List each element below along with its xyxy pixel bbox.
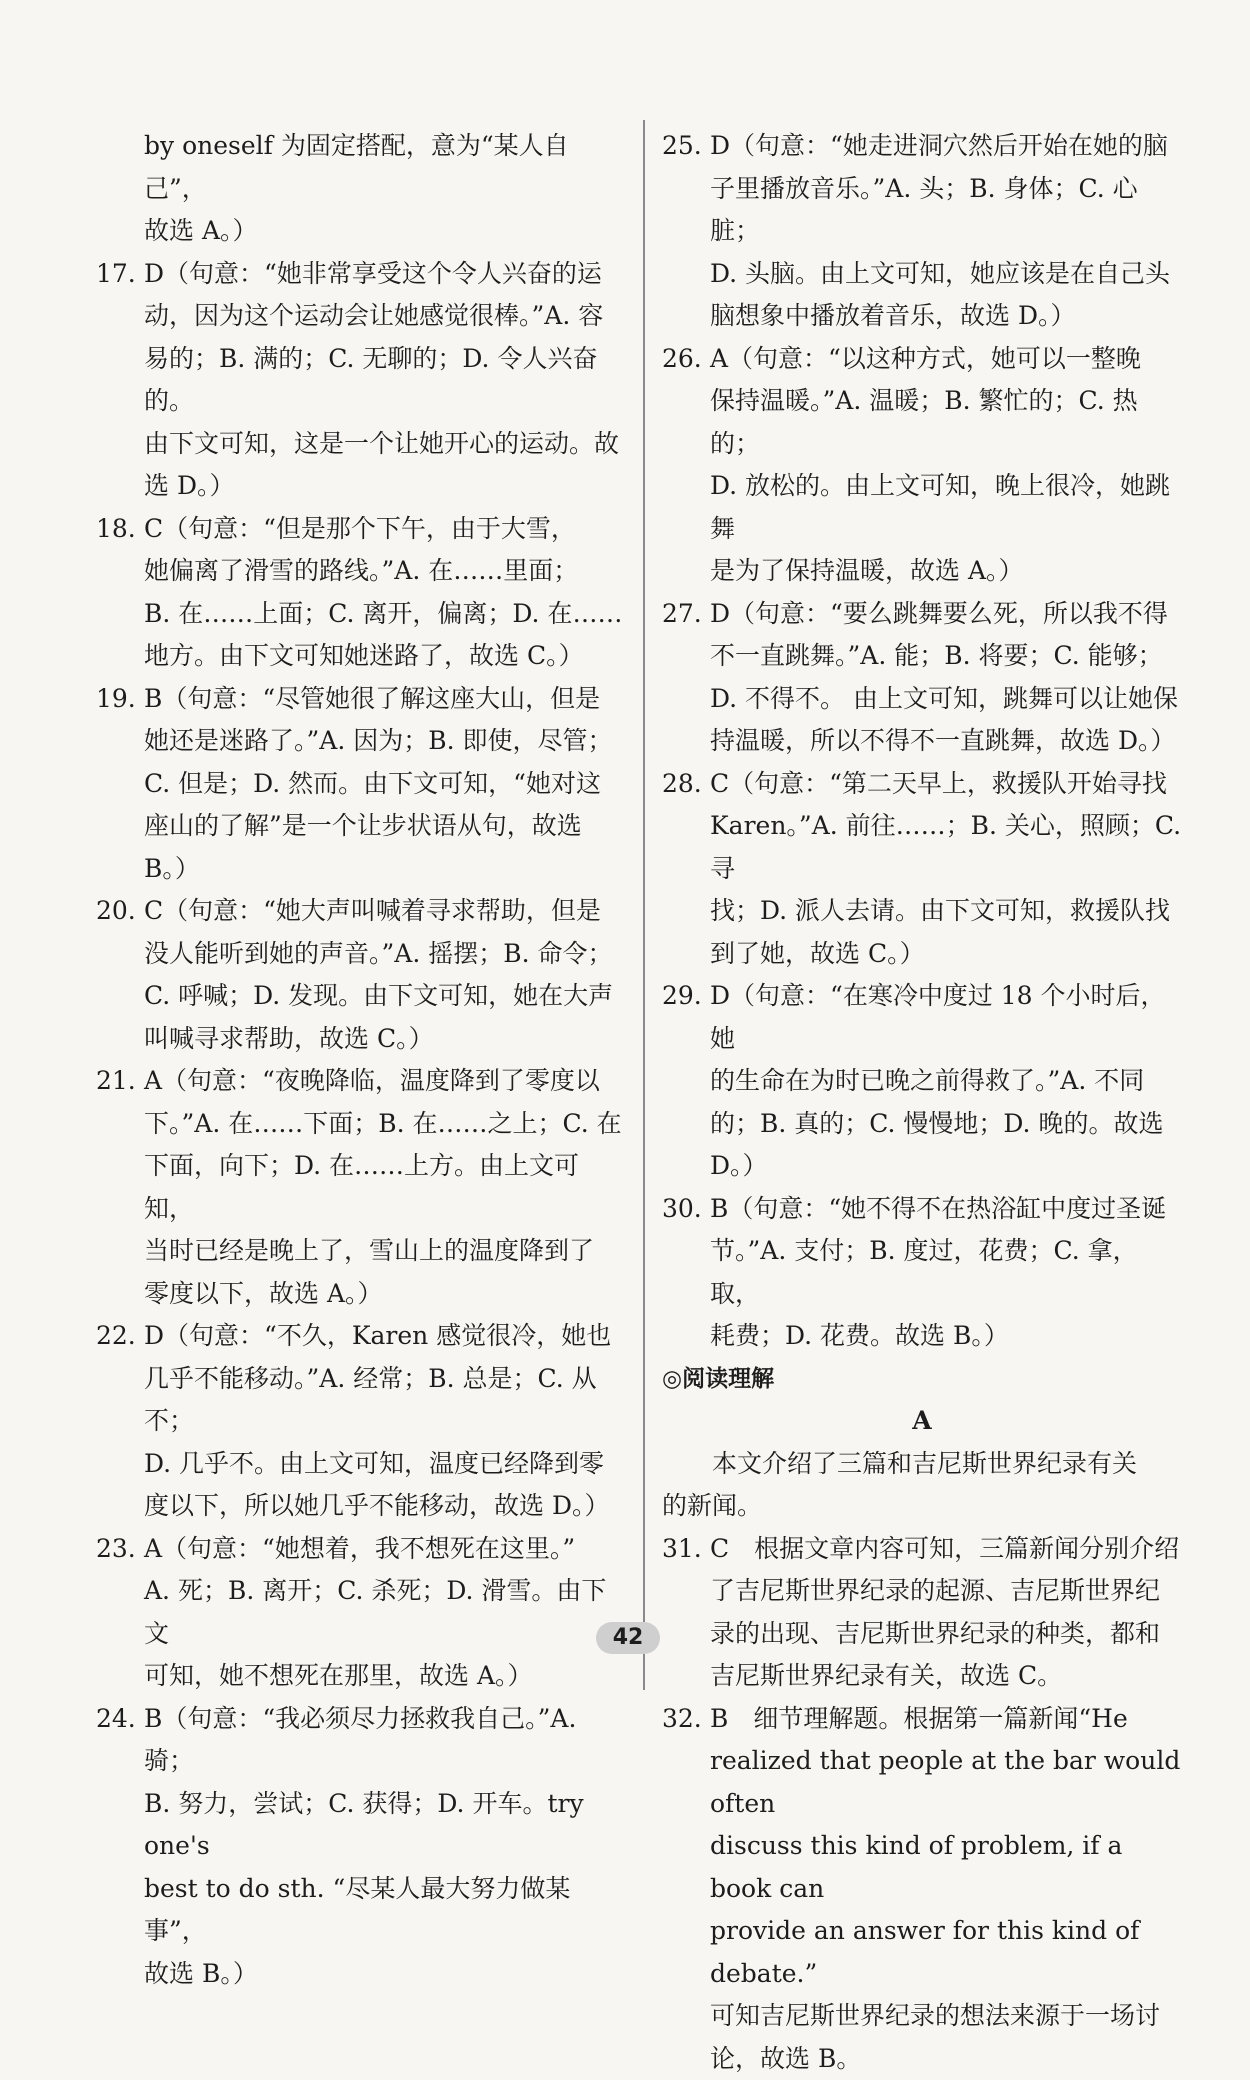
passage-intro: 本文介绍了三篇和吉尼斯世界纪录有关 bbox=[662, 1443, 1182, 1486]
answer-number: 17. bbox=[96, 253, 136, 296]
answer-text-line: 地方。由下文可知她迷路了，故选 C。） bbox=[96, 635, 626, 678]
answer-text-line: 可知吉尼斯世界纪录的想法来源于一场讨 bbox=[662, 1995, 1182, 2038]
answer-item bbox=[662, 338, 1182, 381]
column-divider bbox=[643, 120, 645, 1690]
answer-text: D（句意：“要么跳舞要么死，所以我不得 bbox=[710, 599, 1168, 628]
answer-text-line: 故选 B。） bbox=[96, 1953, 626, 1996]
answer-text: C（句意：“她大声叫喊着寻求帮助，但是 bbox=[144, 896, 601, 925]
answer-text-line: 了吉尼斯世界纪录的起源、吉尼斯世界纪 bbox=[662, 1570, 1182, 1613]
answer-text-line: 度以下，所以她几乎不能移动，故选 D。） bbox=[96, 1485, 626, 1528]
answer-text-line: D. 放松的。由上文可知，晚上很冷，她跳舞 bbox=[662, 465, 1182, 550]
answer-text-line: 动，因为这个运动会让她感觉很棒。”A. 容 bbox=[96, 295, 626, 338]
answer-text-line: A. 死；B. 离开；C. 杀死；D. 滑雪。由下文 bbox=[96, 1570, 626, 1655]
answer-text-line: C. 但是；D. 然而。由下文可知，“她对这 bbox=[96, 763, 626, 806]
answer-text-line: 没人能听到她的声音。”A. 摇摆；B. 命令； bbox=[96, 933, 626, 976]
answer-text-line: B. 在……上面；C. 离开，偏离；D. 在…… bbox=[96, 593, 626, 636]
answer-number: 28. bbox=[662, 763, 702, 806]
answer-text: C（句意：“但是那个下午，由于大雪， bbox=[144, 514, 576, 543]
answer-item bbox=[662, 1188, 1182, 1231]
answer-text: A（句意：“以这种方式，她可以一整晚 bbox=[710, 344, 1141, 373]
answer-item bbox=[96, 678, 626, 721]
answer-text-line: B。） bbox=[96, 848, 626, 891]
answer-text-line: 由下文可知，这是一个让她开心的运动。故 bbox=[96, 423, 626, 466]
answer-item bbox=[662, 763, 1182, 806]
answer-text-line: 可知，她不想死在那里，故选 A。） bbox=[96, 1655, 626, 1698]
answer-text: B（句意：“我必须尽力拯救我自己。”A. 骑； bbox=[144, 1704, 576, 1776]
answer-text-line: 的生命在为时已晚之前得救了。”A. 不同 bbox=[662, 1060, 1182, 1103]
answer-item bbox=[96, 253, 626, 296]
answer-text: B（句意：“她不得不在热浴缸中度过圣诞 bbox=[710, 1194, 1166, 1223]
answer-text-line: B. 努力，尝试；C. 获得；D. 开车。try one's bbox=[96, 1783, 626, 1868]
answer-text-line: 节。”A. 支付；B. 度过，花费；C. 拿，取， bbox=[662, 1230, 1182, 1315]
answer-number: 27. bbox=[662, 593, 702, 636]
answer-number: 21. bbox=[96, 1060, 136, 1103]
answer-number: 19. bbox=[96, 678, 136, 721]
answer-text-line: 脑想象中播放着音乐，故选 D。） bbox=[662, 295, 1182, 338]
answer-number: 20. bbox=[96, 890, 136, 933]
answer-text-line: Karen。”A. 前往……；B. 关心，照顾；C. 寻 bbox=[662, 805, 1182, 890]
answer-text-line: 易的；B. 满的；C. 无聊的；D. 令人兴奋的。 bbox=[96, 338, 626, 423]
answer-text-line: 下。”A. 在……下面；B. 在……之上；C. 在 bbox=[96, 1103, 626, 1146]
answer-text: C（句意：“第二天早上，救援队开始寻找 bbox=[710, 769, 1167, 798]
passage-letter: A bbox=[662, 1400, 1182, 1443]
answer-text-line: D. 不得不。 由上文可知，跳舞可以让她保 bbox=[662, 678, 1182, 721]
answer-text: B 细节理解题。根据第一篇新闻“He bbox=[710, 1704, 1128, 1733]
page-number: 42 bbox=[596, 1622, 660, 1654]
answer-number: 32. bbox=[662, 1698, 702, 1741]
answer-text: D（句意：“她非常享受这个令人兴奋的运 bbox=[144, 259, 602, 288]
answer-text-line: 耗费；D. 花费。故选 B。） bbox=[662, 1315, 1182, 1358]
answer-text-line: 吉尼斯世界纪录有关，故选 C。 bbox=[662, 1655, 1182, 1698]
answer-text-line: D. 几乎不。由上文可知，温度已经降到零 bbox=[96, 1443, 626, 1486]
answer-text-line: 座山的了解”是一个让步状语从句，故选 bbox=[96, 805, 626, 848]
answer-item bbox=[662, 1528, 1182, 1571]
answer-text-line: 几乎不能移动。”A. 经常；B. 总是；C. 从不； bbox=[96, 1358, 626, 1443]
answer-item bbox=[96, 890, 626, 933]
answer-text-line: 她偏离了滑雪的路线。”A. 在……里面； bbox=[96, 550, 626, 593]
answer-item bbox=[96, 508, 626, 551]
answer-item bbox=[96, 1698, 626, 1783]
answer-text-line: 子里播放音乐。”A. 头；B. 身体；C. 心脏； bbox=[662, 168, 1182, 253]
answer-number: 25. bbox=[662, 125, 702, 168]
answer-text-line: 录的出现、吉尼斯世界纪录的种类，都和 bbox=[662, 1613, 1182, 1656]
answer-text-line: 保持温暖。”A. 温暖；B. 繁忙的；C. 热的； bbox=[662, 380, 1182, 465]
answer-text: B（句意：“尽管她很了解这座大山，但是 bbox=[144, 684, 600, 713]
answer-text-line: C. 呼喊；D. 发现。由下文可知，她在大声 bbox=[96, 975, 626, 1018]
answer-number: 23. bbox=[96, 1528, 136, 1571]
answer-text-line: 选 D。） bbox=[96, 465, 626, 508]
answer-text: D（句意：“在寒冷中度过 18 个小时后，她 bbox=[710, 981, 1166, 1053]
answer-text: A（句意：“她想着，我不想死在这里。” bbox=[144, 1534, 575, 1563]
answer-text-line: 是为了保持温暖，故选 A。） bbox=[662, 550, 1182, 593]
answer-item bbox=[662, 125, 1182, 168]
answer-text: D（句意：“不久，Karen 感觉很冷，她也 bbox=[144, 1321, 611, 1350]
answer-text-line: 持温暖，所以不得不一直跳舞，故选 D。） bbox=[662, 720, 1182, 763]
answer-text-line: 她还是迷路了。”A. 因为；B. 即使，尽管； bbox=[96, 720, 626, 763]
answer-item bbox=[662, 1698, 1182, 1741]
answer-text-line: 零度以下，故选 A。） bbox=[96, 1273, 626, 1316]
answer-text-line: 找；D. 派人去请。由下文可知，救援队找 bbox=[662, 890, 1182, 933]
answer-item bbox=[662, 975, 1182, 1060]
answer-text: C 根据文章内容可知，三篇新闻分别介绍 bbox=[710, 1534, 1179, 1563]
answer-text-line: by oneself 为固定搭配，意为“某人自己”， bbox=[96, 125, 626, 210]
right-column bbox=[662, 125, 1182, 2080]
answer-number: 26. bbox=[662, 338, 702, 381]
answer-item bbox=[96, 1060, 626, 1103]
section-heading: ◎阅读理解 bbox=[662, 1358, 1182, 1401]
answer-text-line: D. 头脑。由上文可知，她应该是在自己头 bbox=[662, 253, 1182, 296]
answer-text-line: 叫喊寻求帮助，故选 C。） bbox=[96, 1018, 626, 1061]
answer-text-line: realized that people at the bar would often bbox=[662, 1740, 1182, 1825]
answer-number: 31. bbox=[662, 1528, 702, 1571]
answer-item bbox=[662, 593, 1182, 636]
left-column bbox=[96, 125, 626, 1995]
answer-text-line: 当时已经是晚上了，雪山上的温度降到了 bbox=[96, 1230, 626, 1273]
answer-number: 24. bbox=[96, 1698, 136, 1741]
answer-text-line: 下面，向下；D. 在……上方。由上文可知， bbox=[96, 1145, 626, 1230]
answer-text-line: provide an answer for this kind of debate.” bbox=[662, 1910, 1182, 1995]
answer-item bbox=[96, 1528, 626, 1571]
answer-text: A（句意：“夜晚降临，温度降到了零度以 bbox=[144, 1066, 600, 1095]
answer-text-line: 论，故选 B。 bbox=[662, 2038, 1182, 2080]
answer-number: 18. bbox=[96, 508, 136, 551]
answer-text-line: 不一直跳舞。”A. 能；B. 将要；C. 能够； bbox=[662, 635, 1182, 678]
answer-number: 29. bbox=[662, 975, 702, 1018]
answer-text-line: discuss this kind of problem, if a book can bbox=[662, 1825, 1182, 1910]
answer-item bbox=[96, 1315, 626, 1358]
answer-text: D（句意：“她走进洞穴然后开始在她的脑 bbox=[710, 131, 1168, 160]
answer-number: 22. bbox=[96, 1315, 136, 1358]
answer-text-line: best to do sth. “尽某人最大努力做某事”， bbox=[96, 1868, 626, 1953]
answer-text-line: 的；B. 真的；C. 慢慢地；D. 晚的。故选 D。） bbox=[662, 1103, 1182, 1188]
answer-text-line: 到了她，故选 C。） bbox=[662, 933, 1182, 976]
passage-intro: 的新闻。 bbox=[662, 1485, 1182, 1528]
answer-text-line: 故选 A。） bbox=[96, 210, 626, 253]
answer-number: 30. bbox=[662, 1188, 702, 1231]
